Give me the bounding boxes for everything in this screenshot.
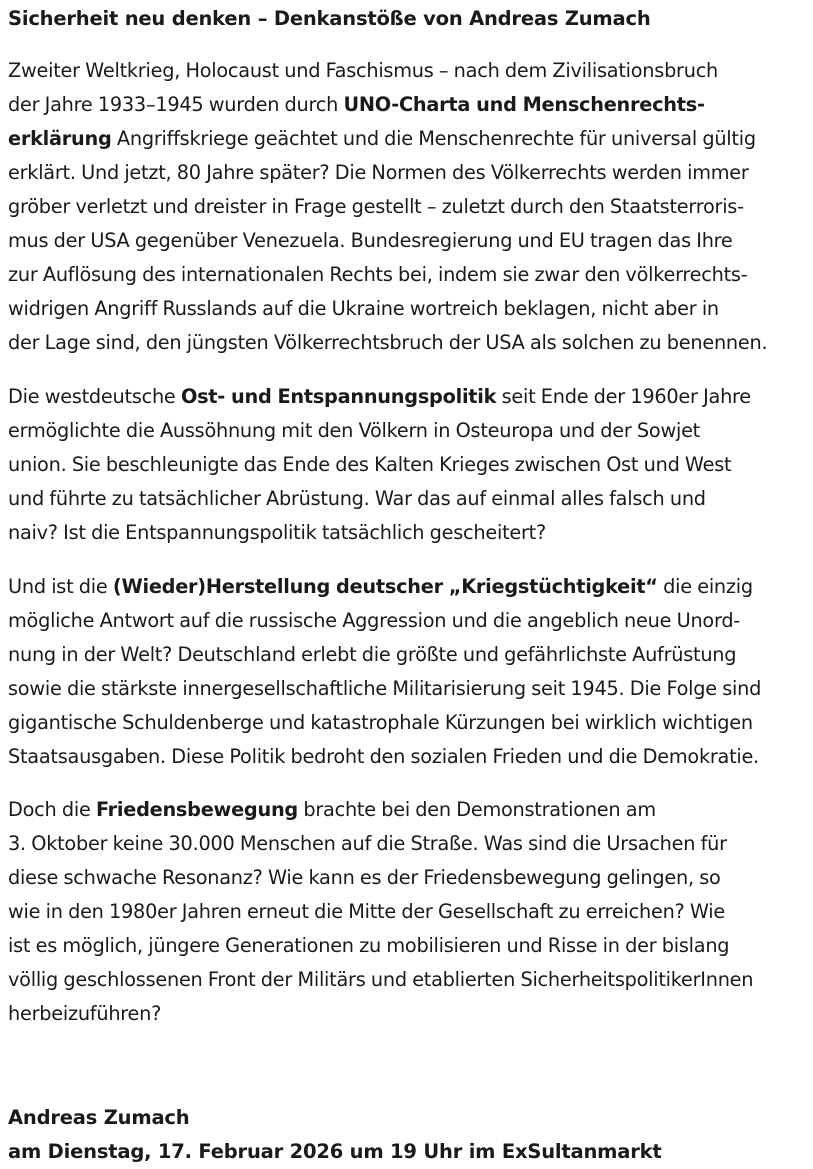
text-line: herbeizuführen? (8, 1002, 162, 1025)
emphasis-friedensbewegung: Friedensbewegung (95, 798, 298, 821)
text-line: union. Sie beschleunigte das Ende des Kalten Krieges zwischen Ost und West (8, 453, 732, 476)
text-line: Zweiter Weltkrieg, Holocaust und Faschismus – nach dem Zivilisationsbruch (8, 59, 719, 82)
text-line: zur Auflösung des internationalen Rechts bei, indem sie zwar den völkerrechts- (8, 263, 748, 286)
text-line: naiv? Ist die Entspannungspolitik tatsächlich gescheitert? (8, 521, 546, 544)
text-line: gigantische Schuldenberge und katastrophale Kürzungen bei wirklich wichtigen (8, 711, 753, 734)
text-line: nung in der Welt? Deutschland erlebt die größte und gefährlichste Aufrüstung (8, 643, 737, 666)
text-line: der Lage sind, den jüngsten Völkerrechtsbruch der USA als solchen zu benennen. (8, 331, 768, 354)
speaker-name: Andreas Zumach (8, 1106, 190, 1129)
text-line: Und ist die (Wieder)Herstellung deutscher „Kriegstüchtigkeit“ die einzig (8, 575, 753, 598)
document-title: Sicherheit neu denken – Denkanstöße von Andreas Zumach (8, 7, 651, 30)
emphasis-erklaerung: erklärung (8, 127, 112, 150)
text-line: 3. Oktober keine 30.000 Menschen auf die Straße. Was sind die Ursachen für (8, 832, 727, 855)
text-line: gröber verletzt und dreister in Frage gestellt – zuletzt durch den Staatsterroris- (8, 195, 744, 218)
paragraph-3 (8, 570, 761, 774)
text-line: mus der USA gegenüber Venezuela. Bundesregierung und EU tragen das Ihre (8, 229, 733, 252)
emphasis-uno-charta: UNO-Charta und Menschenrechts- (343, 93, 705, 116)
text-line: widrigen Angriff Russlands auf die Ukraine wortreich beklagen, nicht aber in (8, 297, 719, 320)
text-line: Staatsausgaben. Diese Politik bedroht den sozialen Frieden und die Demokratie. (8, 745, 760, 768)
emphasis-entspannungspolitik: Ost- und Entspannungspolitik (180, 385, 497, 408)
text-line: Die westdeutsche Ost- und Entspannungspolitik seit Ende der 1960er Jahre (8, 385, 751, 408)
text-line: und führte zu tatsächlicher Abrüstung. War das auf einmal alles falsch und (8, 487, 706, 510)
text-line: wie in den 1980er Jahren erneut die Mitte der Gesellschaft zu erreichen? Wie (8, 900, 726, 923)
text-line: ermöglichte die Aussöhnung mit den Völkern in Osteuropa und der Sowjet (8, 419, 700, 442)
text-line: diese schwache Resonanz? Wie kann es der Friedensbewegung gelingen, so (8, 866, 721, 889)
event-footer (8, 1101, 662, 1169)
text-line: der Jahre 1933–1945 wurden durch UNO-Charta und Menschenrechts- (8, 93, 705, 116)
document-page (8, 0, 808, 1163)
text-line: erklärung Angriffskriege geächtet und die Menschenrechte für universal gültig (8, 127, 756, 150)
text-line: ist es möglich, jüngere Generationen zu mobilisieren und Risse in der bislang (8, 934, 730, 957)
paragraph-4 (8, 793, 753, 1031)
text-line: sowie die stärkste innergesellschaftliche Militarisierung seit 1945. Die Folge sind (8, 677, 762, 700)
event-date-location: am Dienstag, 17. Februar 2026 um 19 Uhr im ExSultanmarkt (8, 1140, 662, 1163)
text-line: völlig geschlossenen Front der Militärs und etablierten SicherheitspolitikerInnen (8, 968, 754, 991)
text-line: mögliche Antwort auf die russische Aggression und die angeblich neue Unord- (8, 609, 741, 632)
text-line: erklärt. Und jetzt, 80 Jahre später? Die Normen des Völkerrechts werden immer (8, 161, 749, 184)
paragraph-1 (8, 54, 767, 360)
text-line: Doch die Friedensbewegung brachte bei den Demonstrationen am (8, 798, 656, 821)
paragraph-2 (8, 380, 751, 550)
emphasis-kriegstuechtigkeit: (Wieder)Herstellung deutscher „Kriegstüchtigkeit“ (112, 575, 658, 598)
